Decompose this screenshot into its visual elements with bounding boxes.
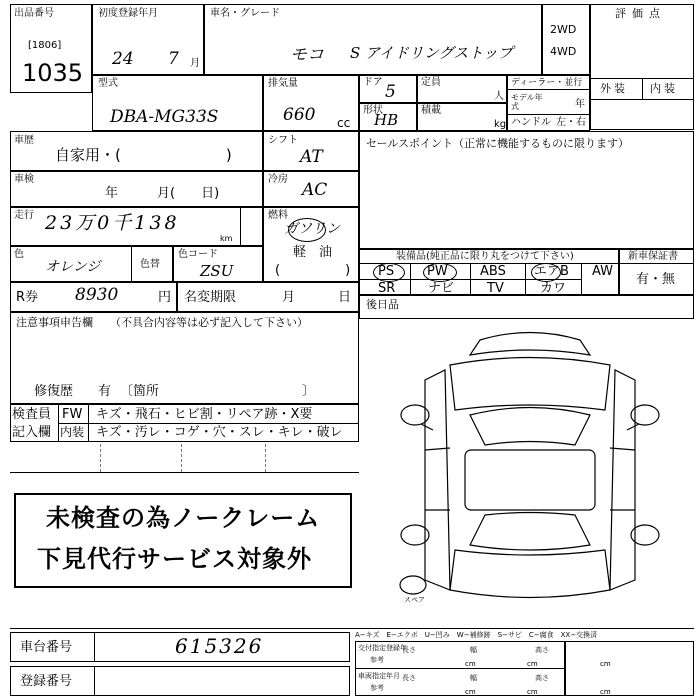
ac-label: 冷房	[268, 174, 288, 185]
lot-number: 1035	[22, 59, 84, 87]
warranty-value: 有・無	[636, 272, 676, 287]
chassis-label: 車台番号	[20, 640, 73, 655]
height-label: 高さ	[535, 646, 549, 654]
name-label: 車名・グレード	[210, 8, 280, 19]
dash-left	[100, 444, 101, 472]
month-unit: 月	[190, 58, 200, 69]
left-side	[425, 370, 450, 590]
airbag-circle	[531, 263, 561, 282]
left-door-line	[425, 448, 450, 510]
name-change-label: 名変期限	[184, 290, 237, 305]
car-name: モコ	[290, 45, 324, 65]
rear-seat-label: 後日品	[366, 298, 399, 311]
displacement-value: 660	[283, 105, 316, 125]
rating-label: 評価点	[615, 7, 666, 20]
footer-extra-box	[565, 641, 694, 696]
lot-label: 出品番号	[14, 8, 54, 19]
int-items: キズ・汚レ・コゲ・穴・スレ・キレ・破レ	[96, 425, 343, 440]
equip-v2	[470, 263, 471, 295]
cm-5: cm	[600, 660, 611, 668]
kg-unit: kg	[494, 119, 507, 130]
equip-airbag: エアB	[534, 264, 569, 279]
r-ticket-value: 8930	[75, 285, 119, 305]
equip-navi: ナビ	[428, 281, 455, 296]
name-change-day: 日	[338, 290, 352, 305]
equip-aw: AW	[592, 264, 614, 279]
cm-1: cm	[465, 660, 476, 668]
car-body-diagram	[395, 320, 665, 610]
rear-seat-box	[359, 295, 694, 319]
shift-value: AT	[300, 147, 323, 167]
load-label: 積載	[421, 105, 441, 116]
fuel-other: 軽 油	[293, 245, 333, 260]
first-reg-label: 初度登録年月	[98, 8, 158, 19]
rear-window	[470, 513, 590, 551]
equip-v3	[525, 263, 526, 295]
yen-unit: 円	[158, 290, 172, 305]
reference-1: 参考	[370, 656, 384, 664]
repair-value: 有	[98, 384, 112, 399]
warranty-label: 新車保証書	[628, 251, 678, 262]
first-reg-year: 24	[112, 49, 134, 69]
cm-4: cm	[527, 688, 538, 696]
drive-4wd: 4WD	[550, 45, 577, 58]
lot-sub: [1806]	[28, 40, 62, 51]
windshield	[470, 408, 590, 446]
roof-top	[470, 333, 590, 356]
chassis-divider	[94, 632, 95, 662]
ps-circle	[373, 263, 405, 282]
reg-label: 登録番号	[20, 674, 73, 689]
equip-abs: ABS	[480, 264, 506, 279]
displacement-label: 排気量	[268, 78, 298, 89]
fw-label: FW	[62, 407, 83, 422]
right-door-line	[610, 448, 635, 510]
color-change-divider	[131, 246, 132, 282]
dealer-divider	[507, 89, 590, 90]
equip-ps: PS	[378, 264, 395, 279]
height-label-2: 高さ	[535, 674, 549, 682]
mileage-value: 23万0千138	[45, 212, 180, 234]
inspector-label-1: 検査員	[12, 407, 52, 422]
shift-label: シフト	[268, 135, 298, 146]
model-value: DBA-MG33S	[110, 107, 219, 127]
interior-label: 内装	[650, 82, 678, 95]
width-label-2: 幅	[470, 674, 477, 682]
equip-leather: カワ	[540, 281, 567, 296]
reg-date-label: 車両指定年月	[358, 672, 400, 680]
fw-items: キズ・飛石・ヒビ割・リペア跡・X要	[96, 407, 313, 422]
color-code-label: 色コード	[178, 249, 218, 260]
int-label: 内装	[60, 425, 85, 439]
shape-value: HB	[374, 111, 399, 129]
inspection-value: 年 月( 日)	[105, 186, 220, 201]
history-value: 自家用・( )	[55, 146, 232, 164]
r-ticket-label: R券	[16, 290, 39, 305]
handle-label: ハンドル	[511, 117, 551, 128]
length-label-2: 長さ	[402, 674, 416, 682]
inspector-h	[58, 423, 359, 424]
pw-circle	[423, 263, 457, 282]
length-label: 長さ	[402, 646, 416, 654]
rear	[450, 550, 610, 598]
dim-h	[355, 668, 565, 669]
model-label: 型式	[98, 78, 118, 89]
inspector-label-2: 記入欄	[12, 425, 52, 440]
width-label: 幅	[470, 646, 477, 654]
mirrors	[421, 424, 639, 430]
grade: S アイドリングストップ	[350, 44, 513, 62]
rating-divider-v	[642, 78, 643, 99]
hood	[450, 358, 610, 411]
exterior-label: 外装	[600, 82, 628, 95]
dash-right	[265, 444, 266, 472]
repair-label: 修復歴	[34, 384, 74, 399]
cabin	[465, 450, 595, 510]
model-year-label: モデル年式	[511, 93, 543, 111]
handle-divider	[507, 114, 590, 115]
spare-label: スペア	[404, 596, 425, 604]
drive-2wd: 2WD	[550, 23, 577, 36]
warranty-divider	[619, 263, 694, 264]
rating-box	[590, 4, 694, 130]
fuel-paren: ( )	[275, 263, 351, 278]
reference-2: 参考	[370, 684, 384, 692]
dealer-label: ディーラー・並行	[511, 78, 583, 88]
notice-line-1: 未検査の為ノークレーム	[46, 504, 321, 532]
drive-box	[542, 4, 590, 75]
equip-sr: SR	[378, 281, 396, 296]
equip-tv: TV	[487, 281, 504, 296]
notice-line-2: 下見代行サービス対象外	[37, 545, 312, 573]
cm-3: cm	[465, 688, 476, 696]
doors-value: 5	[385, 82, 396, 102]
dash-mid	[181, 444, 182, 472]
mileage-label: 走行	[14, 210, 34, 221]
reg-divider	[94, 666, 95, 696]
repair-paren: 〔箇所 〕	[120, 384, 316, 399]
year-unit: 年	[575, 99, 585, 110]
name-change-month: 月	[282, 290, 296, 305]
sales-point-label: セールスポイント（正常に機能するものに限ります）	[366, 137, 630, 150]
warranty-mark-label: 交付指定登録年	[358, 644, 407, 652]
color-change-label: 色替	[140, 259, 160, 270]
equip-v1	[410, 263, 411, 295]
spare-wheel	[400, 576, 426, 594]
chassis-value: 615326	[175, 634, 264, 658]
cm-2: cm	[527, 660, 538, 668]
equip-pw: PW	[427, 264, 448, 279]
right-side	[610, 370, 635, 590]
first-reg-month: 7	[168, 49, 179, 69]
rating-divider-2	[590, 99, 694, 100]
fuel-circle	[288, 218, 326, 242]
person-unit: 人	[494, 91, 504, 102]
km-divider	[240, 207, 241, 246]
km-unit: km	[220, 234, 233, 243]
notes-label: 注意事項申告欄	[16, 316, 93, 329]
fuel-label: 燃料	[268, 210, 288, 221]
footer-top-line	[10, 628, 694, 629]
color-label: 色	[14, 249, 24, 260]
damage-legend: A−キズ E−エクボ U−凹み W−補修跡 S−サビ C−腐食 XX−交換済	[355, 631, 598, 639]
cm-6: cm	[600, 688, 611, 696]
inspection-label: 車検	[14, 174, 34, 185]
color-code-value: ZSU	[200, 262, 234, 280]
shape-label: 形状	[363, 105, 383, 116]
doors-label: ドア	[363, 77, 383, 88]
fuel-value: ガソリン	[284, 221, 340, 237]
handle-options: 左・右	[556, 117, 586, 128]
history-label: 車歴	[14, 135, 34, 146]
capacity-label: 定員	[421, 77, 441, 88]
equipment-title: 装備品(純正品に限り丸をつけて下さい)	[396, 251, 574, 262]
equip-v4	[581, 263, 582, 295]
separator-line	[10, 472, 359, 473]
color-value: オレンジ	[45, 259, 101, 275]
ac-value: AC	[302, 180, 328, 200]
notes-hint: （不具合内容等は必ず記入して下さい）	[110, 316, 308, 329]
cc-unit: cc	[337, 116, 351, 130]
